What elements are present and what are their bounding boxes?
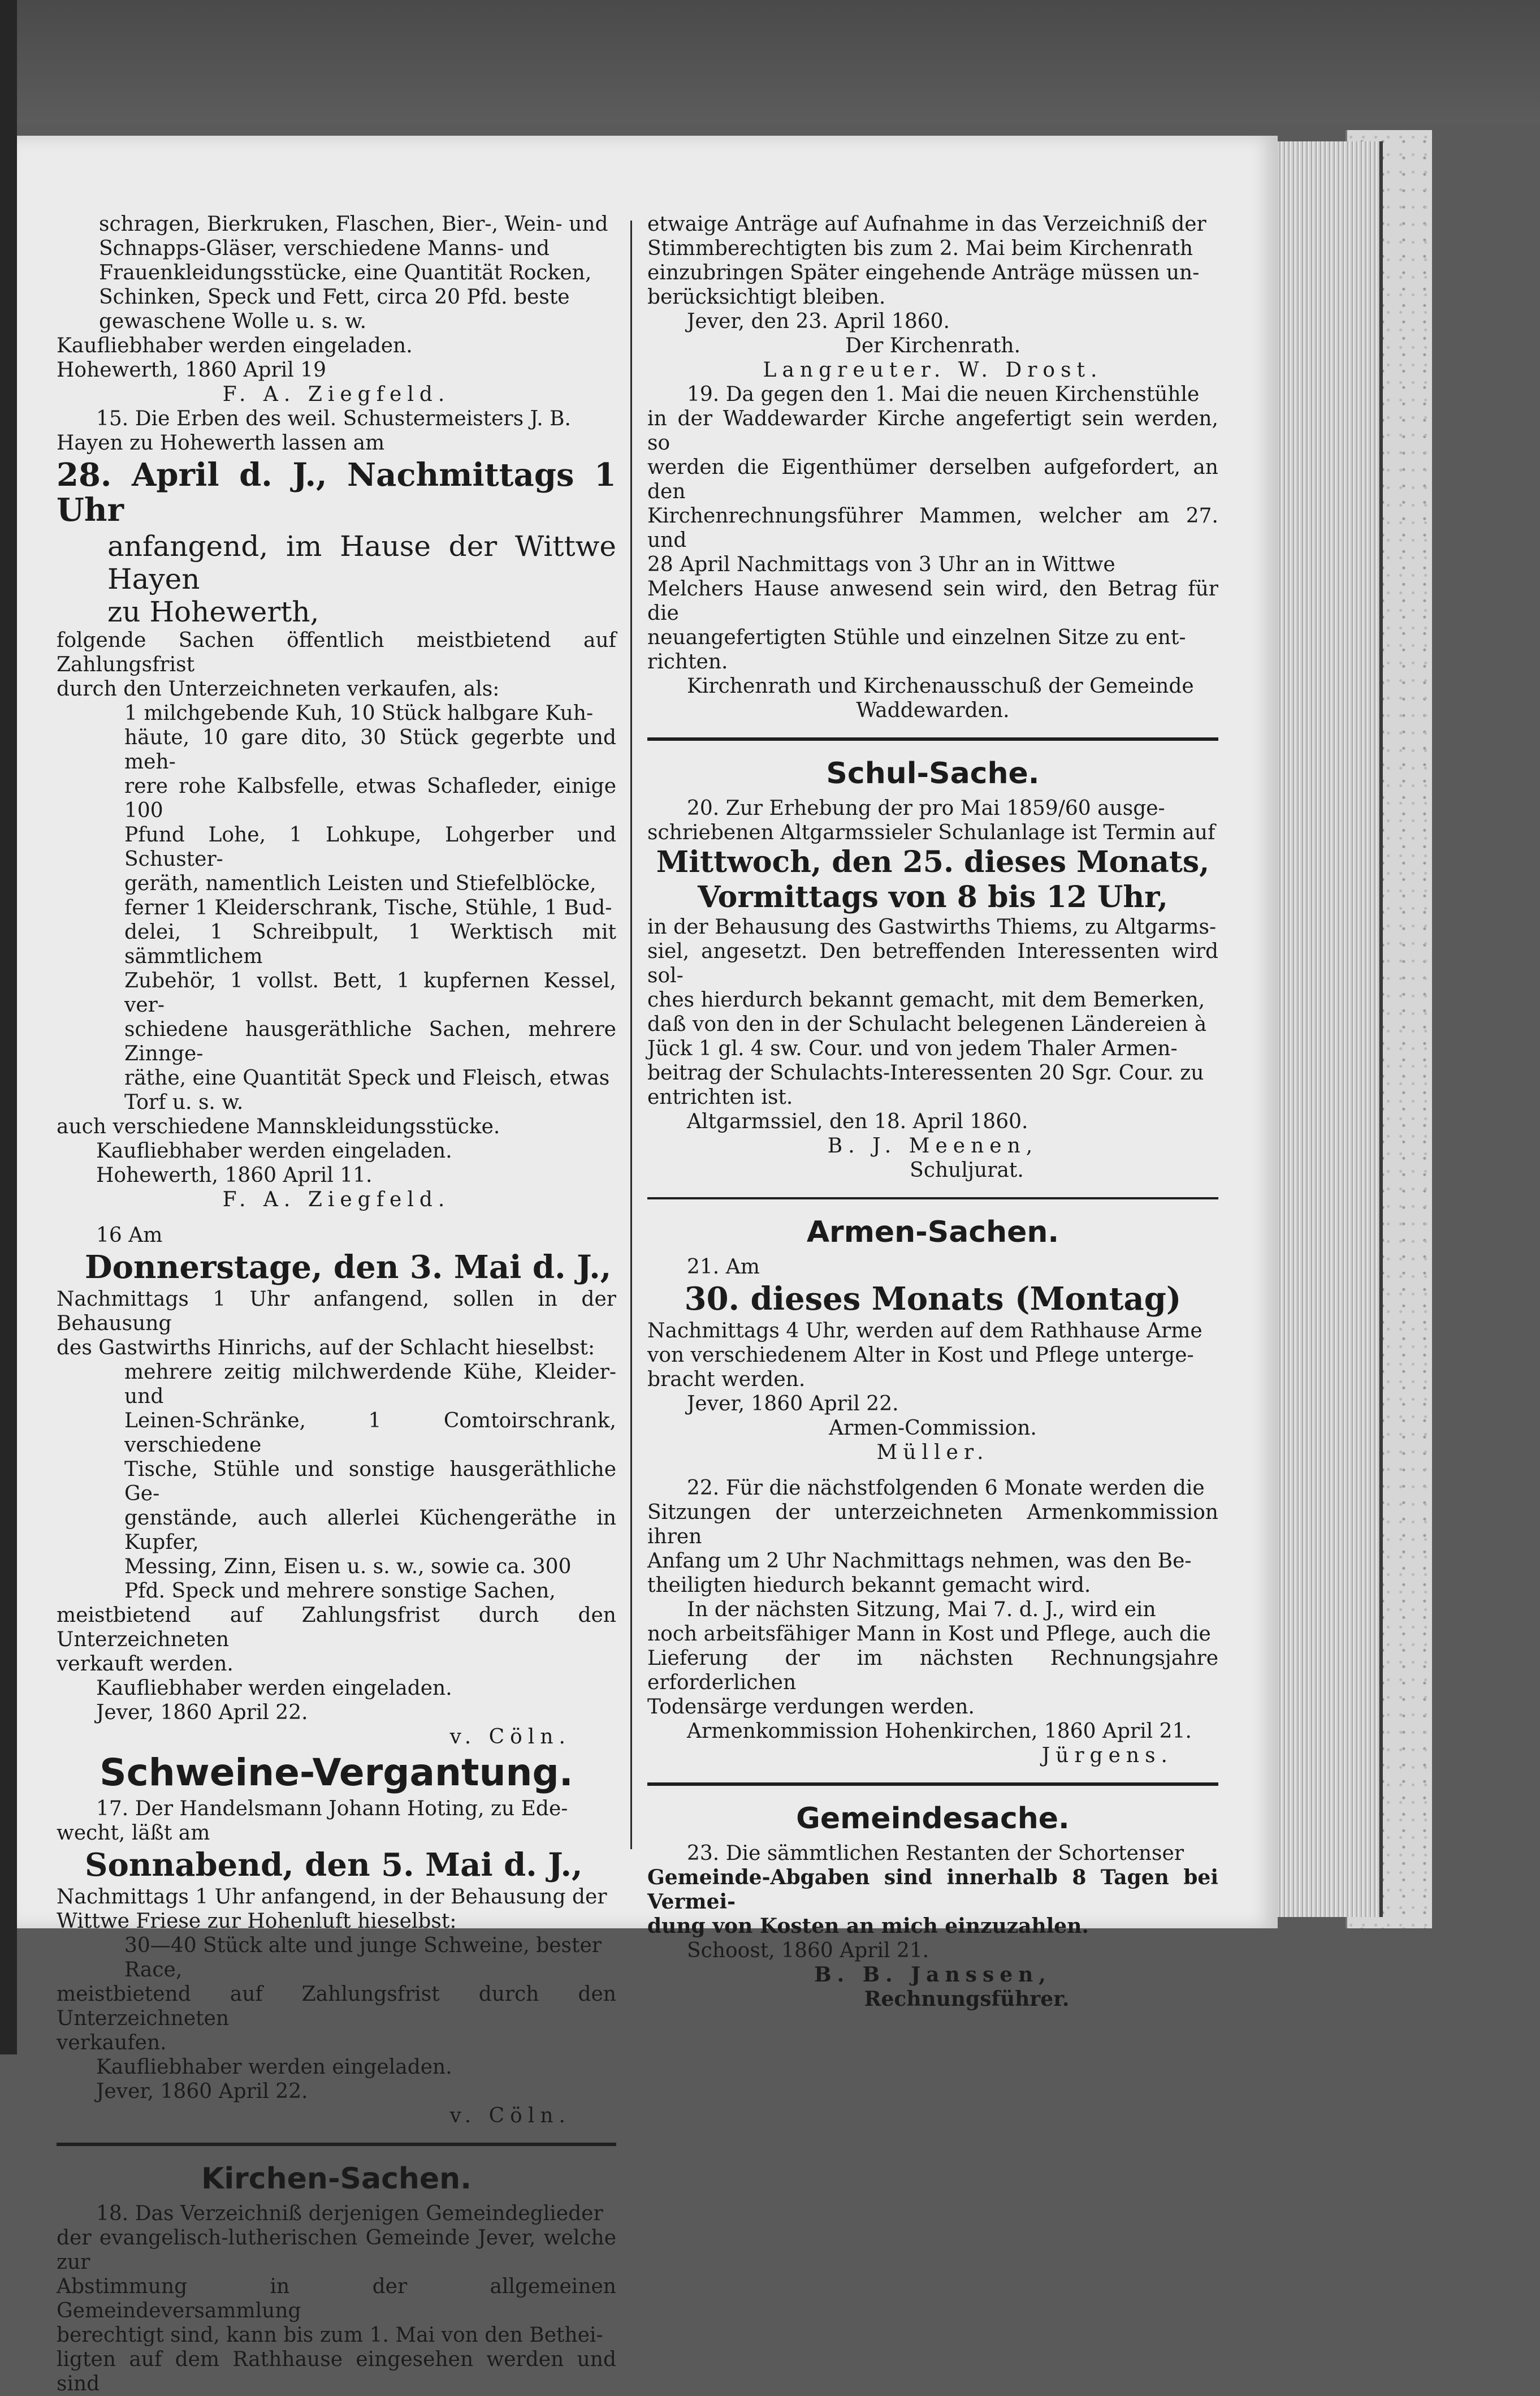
text-line: entrichten ist.	[647, 1086, 793, 1109]
notice-21-date: 30. dieses Monats (Montag)	[684, 1280, 1182, 1318]
text-line: Todensärge verdungen werden.	[647, 1695, 975, 1719]
text-line: ligten auf dem Rathhause eingesehen werden und sind	[57, 2348, 616, 2395]
signature: B. J. Meenen,	[827, 1134, 1039, 1158]
notice-20-start: 20. Zur Erhebung der pro Mai 1859/60 ausge-	[687, 797, 1165, 820]
text-line: Jever, 1860 April 22.	[687, 1392, 899, 1415]
heading-schweine-vergantung: Schweine-Vergantung.	[100, 1751, 573, 1794]
text-line: Lieferung der im nächsten Rechnungsjahre erforderlichen	[647, 1647, 1218, 1694]
section-rule	[647, 1197, 1218, 1199]
notice-17-date: Sonnabend, den 5. Mai d. J.,	[85, 1846, 583, 1884]
notice-16-start: 16 Am	[96, 1224, 163, 1247]
text-line: meistbietend auf Zahlungsfrist durch den Unterzeichneten	[57, 1604, 616, 1651]
signature: Müller.	[876, 1441, 989, 1464]
text-line: Nachmittags 4 Uhr, werden auf dem Rathhause Arme	[647, 1319, 1202, 1342]
text-line: genstände, auch allerlei Küchengeräthe in Kupfer,	[124, 1506, 616, 1554]
text-line: Schuljurat.	[910, 1159, 1024, 1182]
text-line: Tische, Stühle und sonstige hausgeräthliche Ge-	[124, 1458, 616, 1505]
heading-schul-sache: Schul-Sache.	[826, 757, 1040, 791]
text-line: in der Behausung des Gastwirths Thiems, zu Altgarms-	[647, 916, 1217, 939]
notice-18-start: 18. Das Verzeichniß derjenigen Gemeindeglieder	[96, 2202, 603, 2225]
notice-21-start: 21. Am	[687, 1255, 760, 1279]
text-line: Kirchenrechnungsführer Mammen, welcher am 27. und	[647, 504, 1218, 552]
text-line: Melchers Hause anwesend sein wird, den Betrag für die	[647, 577, 1218, 625]
notice-23-start: 23. Die sämmtlichen Restanten der Schortenser	[687, 1842, 1184, 1865]
notice-15-date: 28. April d. J., Nachmittags 1 Uhr	[57, 456, 616, 529]
text-line: auch verschiedene Mannskleidungsstücke.	[57, 1115, 500, 1138]
notice-20-date: Mittwoch, den 25. dieses Monats,	[656, 845, 1210, 879]
text-line: folgende Sachen öffentlich meistbietend auf Zahlungsfrist	[57, 629, 616, 676]
text-line: Race,	[124, 1958, 183, 1981]
text-line: Stimmberechtigten bis zum 2. Mai beim Kirchenrath	[647, 237, 1193, 260]
text-line: in der Waddewarder Kirche angefertigt sein werden, so	[647, 407, 1218, 455]
text-line: Leinen-Schränke, 1 Comtoirschrank, verschiedene	[124, 1409, 616, 1457]
notice-19-start: 19. Da gegen den 1. Mai die neuen Kirchenstühle	[687, 383, 1200, 406]
text-line: Zubehör, 1 vollst. Bett, 1 kupfernen Kessel, ver-	[124, 969, 616, 1017]
text-line: 28 April Nachmittags von 3 Uhr an in Wittwe	[647, 553, 1115, 576]
text-line: ferner 1 Kleiderschrank, Tische, Stühle, 1 Bud-	[124, 896, 612, 919]
text-line: delei, 1 Schreibpult, 1 Werktisch mit sämmtlichem	[124, 921, 616, 968]
signature: v. Cöln.	[449, 1725, 571, 1749]
heading-kirchen-sachen: Kirchen-Sachen.	[201, 2162, 471, 2196]
text-line: wecht, läßt am	[57, 1821, 210, 1845]
text-line: Pfd. Speck und mehrere sonstige Sachen,	[124, 1579, 556, 1603]
notice-17-start: 17. Der Handelsmann Johann Hoting, zu Ede-	[96, 1797, 568, 1820]
text-line: 30—40 Stück alte und junge Schweine, bester	[124, 1934, 602, 1957]
text-line: häute, 10 gare dito, 30 Stück gegerbte und meh-	[124, 726, 616, 774]
column-divider	[630, 221, 632, 1849]
text-line: des Gastwirths Hinrichs, auf der Schlacht hieselbst:	[57, 1336, 595, 1359]
text-line: einzubringen Später eingehende Anträge müssen un-	[647, 261, 1200, 284]
signature: F. A. Ziegfeld.	[222, 383, 451, 406]
text-line: Hohewerth, 1860 April 11.	[96, 1164, 373, 1187]
text-line: Jück 1 gl. 4 sw. Cour. und von jedem Thaler Armen-	[647, 1037, 1178, 1060]
text-line: theiligten hiedurch bekannt gemacht wird.	[647, 1574, 1091, 1597]
text-line: Armen-Commission.	[829, 1417, 1037, 1440]
text-line: Jever, 1860 April 22.	[96, 2080, 308, 2103]
text-line: Hohewerth, 1860 April 19	[57, 359, 327, 382]
text-line: Nachmittags 1 Uhr anfangend, in der Behausung der	[57, 1885, 607, 1909]
text-line: werden die Eigenthümer derselben aufgefordert, an den	[647, 456, 1218, 503]
text-line: 1 milchgebende Kuh, 10 Stück halbgare Kuh-	[124, 702, 594, 725]
notice-16-date: Donnerstage, den 3. Mai d. J.,	[85, 1249, 612, 1286]
heading-gemeindesache: Gemeindesache.	[796, 1802, 1070, 1836]
text-line: Schinken, Speck und Fett, circa 20 Pfd. beste	[99, 286, 570, 309]
text-line: In der nächsten Sitzung, Mai 7. d. J., wird ein	[687, 1598, 1156, 1621]
text-line: dung von Kosten an mich einzuzahlen.	[647, 1914, 1089, 1938]
text-line: berücksichtigt bleiben.	[647, 286, 886, 309]
text-line: mehrere zeitig milchwerdende Kühe, Kleider- und	[124, 1361, 616, 1408]
text-line: Messing, Zinn, Eisen u. s. w., sowie ca. 300	[124, 1555, 572, 1578]
text-line: berechtigt sind, kann bis zum 1. Mai von den Bethei-	[57, 2324, 603, 2347]
section-rule	[647, 1782, 1218, 1786]
text-line: Jever, den 23. April 1860.	[687, 310, 950, 333]
text-line: Abstimmung in der allgemeinen Gemeindeversammlung	[57, 2275, 616, 2322]
section-rule	[57, 2143, 616, 2146]
text-line: Kaufliebhaber werden eingeladen.	[96, 1677, 452, 1700]
text-line: Waddewarden.	[856, 699, 1010, 722]
signature: Langreuter. W. Drost.	[763, 359, 1103, 382]
signature: B. B. Janssen,	[814, 1963, 1052, 1987]
text-line: verkauft werden.	[57, 1652, 233, 1676]
text-line: Kirchenrath und Kirchenausschuß der Gemeinde	[687, 675, 1194, 698]
text-line: Rechnungsführer.	[864, 1987, 1070, 2011]
text-line: Anfang um 2 Uhr Nachmittags nehmen, was den Be-	[647, 1549, 1192, 1573]
text-line: verkaufen.	[57, 2031, 167, 2054]
notice-20-time: Vormittags von 8 bis 12 Uhr,	[698, 880, 1168, 914]
text-line: schriebenen Altgarmssieler Schulanlage ist Termin auf	[647, 821, 1215, 844]
signature: Jürgens.	[1041, 1744, 1173, 1767]
text-line: richten.	[647, 650, 728, 674]
text-line: der evangelisch-lutherischen Gemeinde Jever, welche zur	[57, 2226, 616, 2274]
text-line: Kaufliebhaber werden eingeladen.	[96, 2056, 452, 2079]
text-line: schiedene hausgeräthliche Sachen, mehrere Zinnge-	[124, 1018, 616, 1065]
notice-22-start: 22. Für die nächstfolgenden 6 Monate werden die	[687, 1477, 1205, 1500]
text-line: etwaige Anträge auf Aufnahme in das Verzeichniß der	[647, 213, 1206, 236]
heading-armen-sachen: Armen-Sachen.	[806, 1215, 1059, 1249]
text-line: durch den Unterzeichneten verkaufen, als:	[57, 677, 500, 701]
text-line: Pfund Lohe, 1 Lohkupe, Lohgerber und Schuster-	[124, 823, 616, 871]
text-line: Kaufliebhaber werden eingeladen.	[57, 334, 413, 357]
text-line: ches hierdurch bekannt gemacht, mit dem Bemerken,	[647, 988, 1205, 1012]
left-column	[57, 212, 616, 2396]
text-line: rere rohe Kalbsfelle, etwas Schafleder, einige 100	[124, 775, 616, 822]
text-line: Nachmittags 1 Uhr anfangend, sollen in der Behausung	[57, 1288, 616, 1335]
book-page-edges	[1278, 141, 1383, 1917]
text-line: Torf u. s. w.	[124, 1091, 244, 1114]
signature: v. Cöln.	[449, 2104, 571, 2127]
text-line: noch arbeitsfähiger Mann in Kost und Pflege, auch die	[647, 1622, 1211, 1646]
text-line: bracht werden.	[647, 1368, 806, 1391]
notice-15-start: 15. Die Erben des weil. Schustermeisters J. B.	[96, 407, 571, 430]
text-line: Kaufliebhaber werden eingeladen.	[96, 1139, 452, 1163]
text-line: neuangefertigten Stühle und einzelnen Sitze zu ent-	[647, 626, 1186, 649]
notice-15-date-cont: anfangend, im Hause der Wittwe Hayen	[107, 530, 616, 595]
text-line: Schnapps-Gläser, verschiedene Manns- und	[99, 237, 550, 260]
text-line: daß von den in der Schulacht belegenen Ländereien à	[647, 1013, 1207, 1036]
text-line: Der Kirchenrath.	[845, 334, 1021, 357]
text-line: Schoost, 1860 April 21.	[687, 1939, 929, 1962]
text-line: Sitzungen der unterzeichneten Armenkommission ihren	[647, 1501, 1218, 1548]
text-line: schragen, Bierkruken, Flaschen, Bier-, Wein- und	[99, 213, 608, 236]
right-column	[647, 212, 1218, 2011]
text-line: Altgarmssiel, den 18. April 1860.	[687, 1110, 1028, 1133]
text-line: geräth, namentlich Leisten und Stiefelblöcke,	[124, 872, 596, 895]
text-line: gewaschene Wolle u. s. w.	[99, 310, 367, 333]
text-line: beitrag der Schulachts-Interessenten 20 Sgr. Cour. zu	[647, 1061, 1204, 1085]
text-line: Armenkommission Hohenkirchen, 1860 April 21.	[687, 1720, 1192, 1743]
text-line: Gemeinde-Abgaben sind innerhalb 8 Tagen bei Vermei-	[647, 1866, 1218, 1914]
text-line: Frauenkleidungsstücke, eine Quantität Rocken,	[99, 261, 592, 284]
signature: F. A. Ziegfeld.	[222, 1188, 451, 1211]
scan-background-top	[0, 0, 1540, 124]
text-line: meistbietend auf Zahlungsfrist durch den Unterzeichneten	[57, 1983, 616, 2030]
text-line: Hayen zu Hohewerth lassen am	[57, 431, 385, 455]
scan-background-left	[0, 0, 17, 2054]
text-line: von verschiedenem Alter in Kost und Pflege unterge-	[647, 1344, 1194, 1367]
text-line: siel, angesetzt. Den betreffenden Interessenten wird sol-	[647, 940, 1218, 987]
text-line: Jever, 1860 April 22.	[96, 1701, 308, 1724]
text-line: räthe, eine Quantität Speck und Fleisch, etwas	[124, 1067, 610, 1090]
section-rule	[647, 737, 1218, 741]
text-line: Wittwe Friese zur Hohenluft hieselbst:	[57, 1910, 457, 1933]
notice-15-date-cont: zu Hohewerth,	[107, 595, 319, 628]
newspaper-page	[17, 136, 1278, 2395]
